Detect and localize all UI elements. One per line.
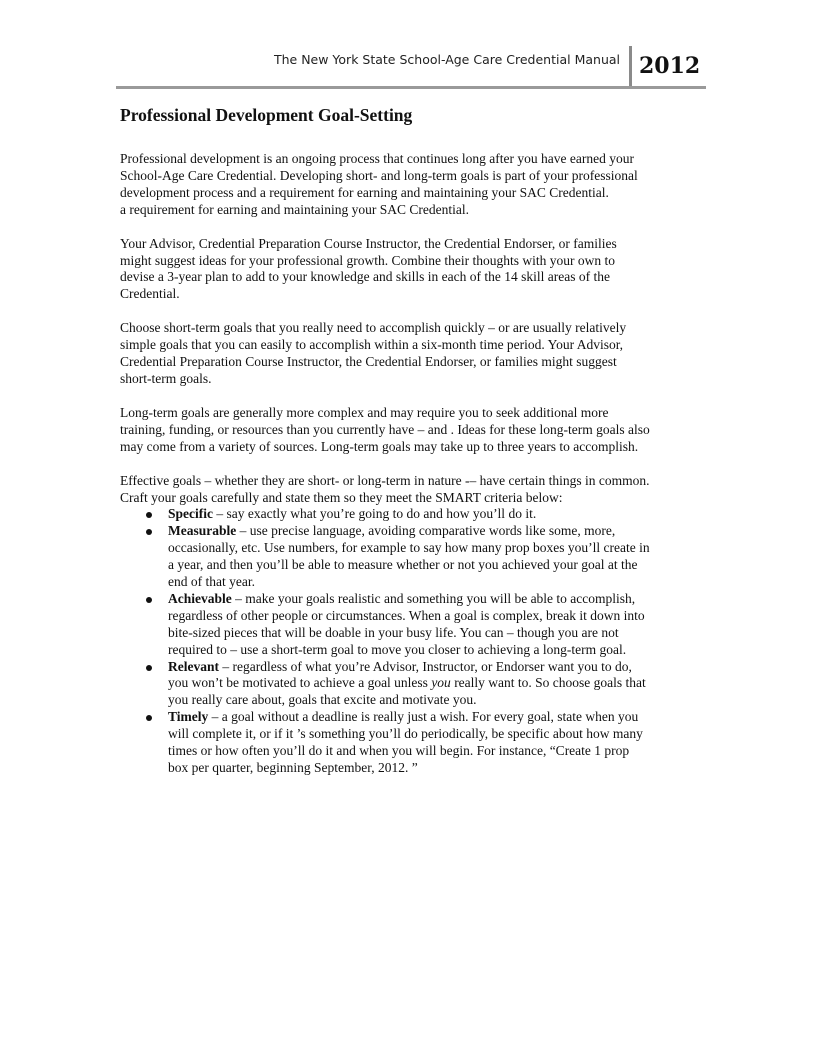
criterion-text: you won’t be motivated to achieve a goal unless: [168, 675, 432, 691]
text-line: Your Advisor, Credential Preparation Course Instructor, the Credential Endorser, or families: [120, 235, 617, 251]
list-item-measurable: [120, 523, 710, 591]
list-item-relevant: [120, 659, 710, 710]
paragraph-advisor: [120, 236, 710, 304]
criterion-text: – a goal without a deadline is really just a wish. For every goal, state when you: [208, 709, 639, 725]
criterion-text: – make your goals realistic and something you will be able to accomplish,: [231, 590, 636, 606]
bullet-icon: [146, 512, 152, 518]
list-item-achievable: [120, 591, 710, 659]
header-title: The New York State School-Age Care Credential Manual: [273, 52, 620, 67]
text-line: required to – use a short-term goal to move you closer to achieving a long-term goal.: [168, 641, 627, 657]
header-divider: [629, 46, 632, 87]
text-line: may come from a variety of sources. Long-term goals may take up to three years to accomplish.: [120, 438, 639, 454]
text-line: box per quarter, beginning September, 2012. ”: [168, 760, 418, 775]
text-line: might suggest ideas for your professional growth. Combine their thoughts with your own to: [120, 252, 615, 268]
text-line: Credential Preparation Course Instructor, the Credential Endorser, or families might suggest: [120, 354, 617, 370]
criterion-term: Relevant: [168, 658, 219, 674]
paragraph-short-term: [120, 320, 710, 388]
paragraph-intro: [120, 151, 710, 219]
bullet-icon: [146, 597, 152, 603]
text-line: School-Age Care Credential. Developing short- and long-term goals is part of your professional: [120, 167, 638, 183]
criterion-term: Specific: [168, 506, 213, 522]
text-line: [168, 675, 710, 692]
text-line: Professional development is an ongoing process that continues long after you have earned your: [120, 151, 634, 166]
bullet-icon: [146, 529, 152, 535]
criterion-term: Timely: [168, 709, 209, 725]
text-line: short-term goals.: [120, 370, 212, 386]
list-item-timely: [120, 709, 710, 777]
text-line: simple goals that you can easily to accomplish within a six-month time period. Your Advisor,: [120, 337, 624, 353]
text-line: Long-term goals are generally more complex and may require you to seek additional more: [120, 404, 609, 420]
text-line: [168, 659, 710, 676]
text-line: Craft your goals carefully and state them so they meet the SMART criteria below:: [120, 489, 563, 505]
text-line: bite-sized pieces that will be doable in your busy life. You can – though you are not: [168, 624, 619, 640]
text-line: Choose short-term goals that you really need to accomplish quickly – or are usually relatively: [120, 320, 627, 336]
text-line: will complete it, or if it ’s something you’ll do periodically, be specific about how many: [168, 726, 643, 742]
criterion-text: – use precise language, avoiding comparative words like some, more,: [236, 523, 616, 539]
emphasis-text: you: [431, 675, 451, 691]
text-line: end of that year.: [168, 574, 255, 590]
text-line: Credential.: [120, 286, 180, 302]
bullet-icon: [146, 715, 152, 721]
text-line: times or how often you’ll do it and when you will begin. For instance, “Create 1 prop: [168, 743, 630, 759]
text-line: [168, 591, 710, 608]
text-line: regardless of other people or circumstances. When a goal is complex, break it down into: [168, 607, 645, 623]
criterion-text: really want to. So choose goals that: [454, 675, 646, 691]
criterion-text: – regardless of what you’re Advisor, Instructor, or Endorser want you to do,: [219, 658, 632, 674]
text-line: occasionally, etc. Use numbers, for example to say how many prop boxes you’ll create in: [168, 540, 650, 556]
text-line: [168, 709, 710, 726]
smart-criteria-list: [120, 506, 710, 777]
header-year: 2012: [639, 53, 701, 79]
text-line: you really care about, goals that excite and motivate you.: [168, 692, 477, 708]
criterion-text: – say exactly what you’re going to do and how you’ll do it.: [213, 506, 537, 522]
text-line: [168, 506, 710, 523]
text-line: a requirement for earning and maintaining your SAC Credential.: [120, 201, 470, 217]
text-line: Effective goals – whether they are short- or long-term in nature -– have certain things in common.: [120, 472, 650, 488]
text-line: devise a 3-year plan to add to your knowledge and skills in each of the 14 skill areas of the: [120, 269, 610, 285]
text-line: training, funding, or resources than you currently have – and . Ideas for these long-term goals also: [120, 421, 650, 437]
text-line: [168, 523, 710, 540]
paragraph-long-term: [120, 405, 710, 456]
document-body: [120, 104, 710, 777]
text-line: development process and a requirement for earning and maintaining your SAC Credential.: [120, 184, 609, 200]
criterion-term: Achievable: [168, 590, 232, 606]
criterion-term: Measurable: [168, 523, 237, 539]
page-title: Professional Development Goal-Setting: [120, 105, 413, 125]
text-line: a year, and then you’ll be able to measure whether or not you achieved your goal at the: [168, 557, 638, 573]
bullet-icon: [146, 665, 152, 671]
list-item-specific: [120, 506, 710, 523]
header-rule: [116, 86, 706, 89]
paragraph-effective-goals: [120, 473, 710, 507]
